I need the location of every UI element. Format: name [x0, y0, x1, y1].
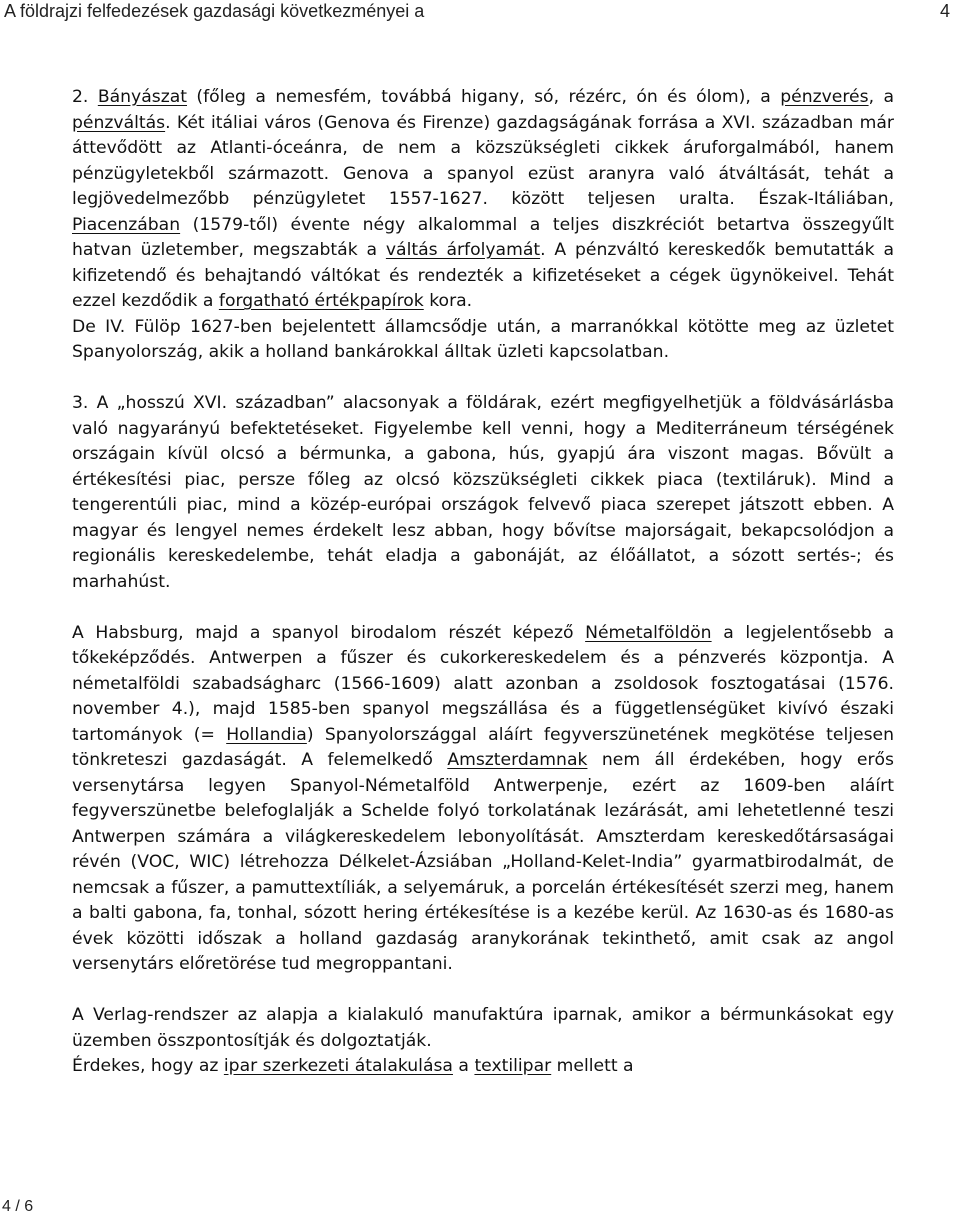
text-run: nem áll érdekében, hogy erős versenytársa legyen Spanyol-Németalföld Antwerpenje, ezért az 1609-ben aláírt fegyverszünetbe belefoglalják a Schelde folyó torkolatának lezárását, ami lehetetlenné teszi Antwerpen számára a világkereskedelem lebonyolítását. Amszterdam kereskedőtársaságai révén (VOC, WIC) létrehozza Délkelet-Ázsiában „Holland-Kelet-India” gyarmatbirodalmát, de nemcsak a fűszer, a pamuttextíliák, a selyemáruk, a porcelán értékesítését szerzi meg, hanem a balti gabona, fa, tonhal, sózott hering értékesítése is a kezébe kerül. Az 1630-as és 1680-as évek közötti időszak a holland gazdaság aranykorának tekinthető, amit csak az angol versenytárs előretörése tud megroppantani. — [72, 750, 894, 974]
page-indicator: 4 / 6 — [2, 1198, 34, 1215]
text-run: (főleg a nemesfém, továbbá higany, só, rézérc, ón és ólom), a — [187, 87, 781, 107]
paragraph-land-prices: 3. A „hosszú XVI. században” alacsonyak a földárak, ezért megfigyelhetjük a földvásárlásba való nagyarányú befektetéseket. Figyelembe kell venni, hogy a Mediterráneum térségének országain kívül olcsó a bérmunka, a gabona, hús, gyapjú ára viszont magas. Bővült a értékesítési piac, persze főleg az olcsó közszükségleti cikkek piaca (textiláruk). Mind a tengerentúli piac, mind a közép-európai országok felvevő piaca szerepet játszott ebben. A magyar és lengyel nemes érdekelt lesz abban, hogy bővítse majorságait, bekapcsolódjon a regionális kereskedelembe, tehát eladja a gabonáját, az élőállatot, a sózott sertés-; és marhahúst. — [72, 393, 894, 592]
text-run: . Két itáliai város (Genova és Firenze) gazdagságának forrása a XVI. században már áttevődött az Atlanti-óceánra, de nem a közszükségleti cikkek áruforgalmából, hanem pénzügyletekből származott. Genova a spanyol ezüst aranyra való átváltását, tehát a legjövedelmezőbb pénzügyletet 1557-1627. között teljesen uralta. Észak-Itáliában, — [72, 112, 894, 209]
text-run: Érdekes, hogy az — [72, 1056, 224, 1076]
text-run: kora. — [423, 291, 473, 311]
text-run: . A pénzváltó kereskedők bemutatták a kifizetendő és behajtandó váltókat és rendezték a kifizetéseket a cégek ügynökeivel. Tehát ezzel kezdődik a — [72, 240, 895, 311]
paragraph-bankruptcy: De IV. Fülöp 1627-ben bejelentett államcsődje után, a marranókkal kötötte meg az üzletet Spanyolország, akik a holland bankárokkal álltak üzleti kapcsolatban. — [72, 316, 894, 362]
link-amszterdamnak[interactable]: Amszterdamnak — [447, 750, 588, 770]
text-run: a — [452, 1056, 475, 1076]
link-hollandia[interactable]: Hollandia — [226, 724, 307, 745]
document-body — [72, 85, 894, 1080]
link-nemetalfoldon[interactable]: Németalföldön — [585, 622, 712, 643]
paragraph-mining — [72, 85, 894, 315]
text-run: A Habsburg, majd a spanyol birodalom részét képező — [72, 622, 586, 643]
text-run: , a — [868, 87, 894, 107]
link-penzvaltas[interactable]: pénzváltás — [72, 112, 166, 133]
text-run: mellett a — [551, 1056, 634, 1076]
link-piacenzaban[interactable]: Piacenzában — [72, 214, 181, 235]
link-textilipar[interactable]: textilipar — [474, 1056, 552, 1076]
link-penzveres[interactable]: pénzverés — [780, 87, 869, 107]
page-number: 4 — [939, 1, 950, 21]
paragraph-verlag: A Verlag-rendszer az alapja a kialakuló manufaktúra iparnak, amikor a bérmunkásokat egy üzemben összpontosítják és dolgoztatják. — [72, 1005, 894, 1051]
page-header — [0, 0, 960, 30]
link-forgathato-ertekpapirok[interactable]: forgatható értékpapírok — [218, 291, 424, 311]
link-ipar-szerkezeti-atalakulasa[interactable]: ipar szerkezeti átalakulása — [223, 1056, 453, 1076]
link-banyaszat[interactable]: Bányászat — [97, 87, 187, 107]
link-valtas-arfolyamat[interactable]: váltás árfolyamát — [385, 240, 541, 260]
paragraph-netherlands — [72, 621, 894, 978]
text-run: a legjelentősebb a tőkeképződés. Antwerpen a fűszer és cukorkereskedelem és a pénzverés központja. A németalföldi szabadságharc (1566-1609) alatt azonban a zsoldosok fosztogatásai (1576. november 4.), majd 1585-ben spanyol megszállása és a függetlenségüket kivívó északi tartományok (= — [72, 622, 894, 745]
text-run: ) Spanyolországgal aláírt fegyverszünetének megkötése teljesen tönkreteszi gazdaságát. A felemelkedő — [72, 724, 894, 770]
paragraph-industry — [72, 1054, 894, 1080]
document-title: A földrajzi felfedezések gazdasági következményei a — [4, 1, 425, 21]
text-run: (1579-től) évente négy alkalommal a teljes diszkréciót betartva összegyűlt hatvan üzletember, megszabták a — [72, 214, 894, 260]
text-run: 2. — [72, 87, 98, 107]
